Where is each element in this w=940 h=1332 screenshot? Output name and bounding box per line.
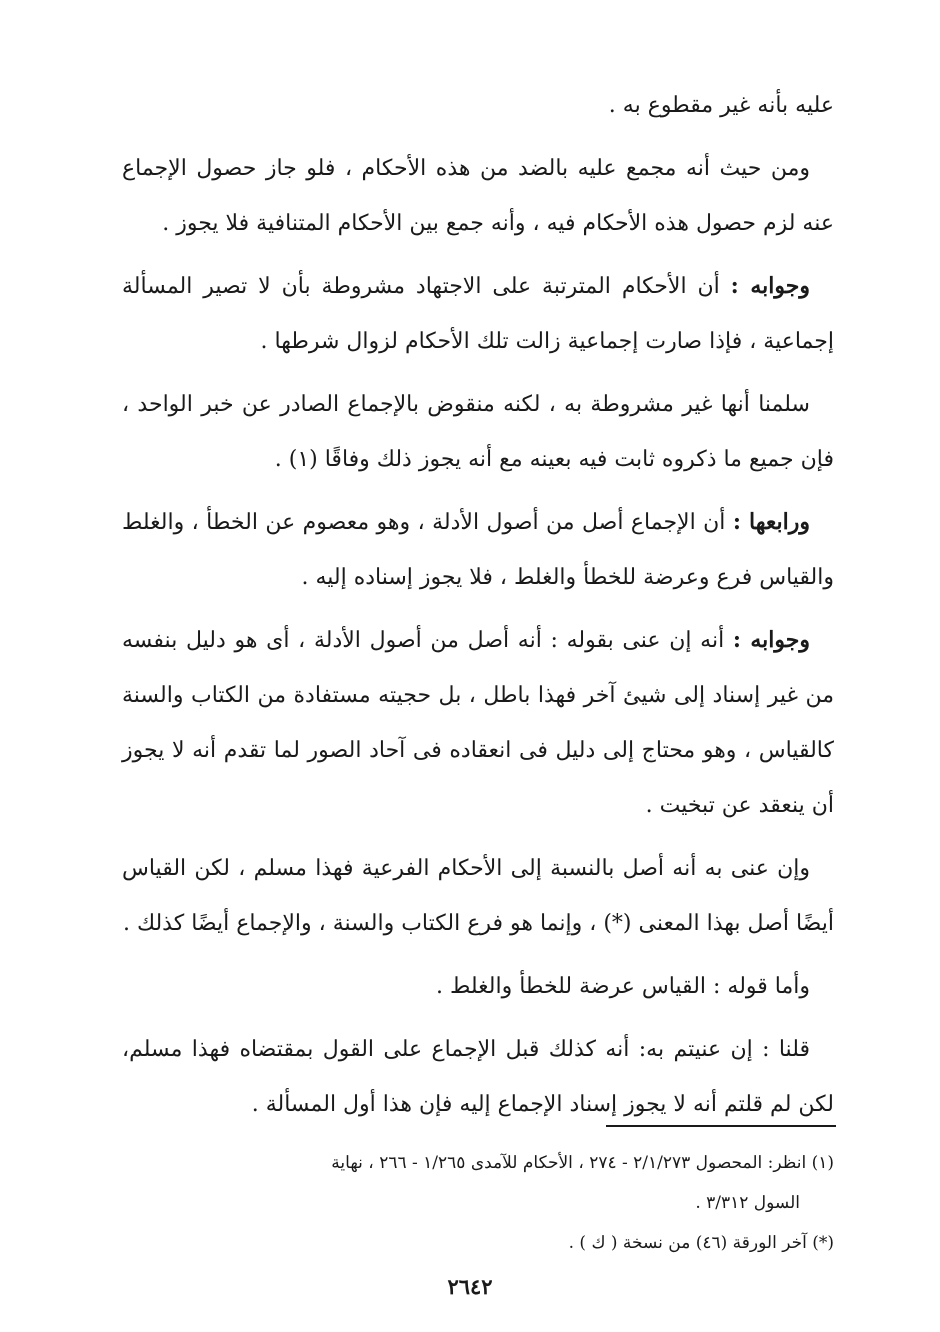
paragraph-8-text: وأما قوله : القياس عرضة للخطأ والغلط . bbox=[436, 974, 810, 999]
paragraph-5-text: أن الإجماع أصل من أصول الأدلة ، وهو معصوم عن الخطأ ، والغلط والقياس فرع وعرضة للخطأ والغلط ، فلا يجوز إسناده إليه . bbox=[122, 510, 834, 590]
paragraph-7-text: وإن عنى به أنه أصل بالنسبة إلى الأحكام الفرعية فهذا مسلم ، لكن القياس أيضًا أصل بهذا المعنى (*) ، وإنما هو فرع الكتاب والسنة ، والإجماع أيضًا كذلك . bbox=[122, 856, 834, 936]
paragraph-7 bbox=[122, 841, 834, 951]
page-number: ٢٦٤٢ bbox=[447, 1274, 493, 1299]
footnote-2-text: (*) آخر الورقة (٤٦) من نسخة ( ك ) . bbox=[568, 1233, 834, 1253]
paragraph-5 bbox=[122, 495, 834, 605]
footnote-divider bbox=[606, 1125, 836, 1127]
paragraph-2-text: ومن حيث أنه مجمع عليه بالضد من هذه الأحكام ، فلو جاز حصول الإجماع عنه لزم حصول هذه الأحكام فيه ، وأنه جمع بين الأحكام المتنافية فلا يجوز . bbox=[122, 156, 834, 236]
paragraph-6-lead: وجوابه : bbox=[732, 627, 811, 653]
paragraph-1-text: عليه بأنه غير مقطوع به . bbox=[608, 93, 834, 118]
footnotes bbox=[120, 1143, 834, 1263]
footnote-1 bbox=[120, 1143, 834, 1223]
footnote-1-text: (١) انظر: المحصول ٢/١/٢٧٣ - ٢٧٤ ، الأحكام للآمدى ١/٢٦٥ - ٢٦٦ ، نهاية bbox=[331, 1153, 834, 1173]
paragraph-4-text: سلمنا أنها غير مشروطة به ، لكنه منقوض بالإجماع الصادر عن خبر الواحد ، فإن جميع ما ذكروه ثابت فيه بعينه مع أنه يجوز ذلك وفاقًا (١) . bbox=[122, 392, 834, 472]
paragraph-1 bbox=[122, 78, 834, 133]
paragraph-3-lead: وجوابه : bbox=[730, 273, 810, 299]
footnote-2 bbox=[120, 1223, 834, 1263]
paragraph-6 bbox=[122, 613, 834, 833]
paragraph-5-lead: ورابعها : bbox=[732, 509, 810, 535]
footnote-1-continuation: السول ٣/٣١٢ . bbox=[695, 1193, 800, 1213]
paragraph-3-text: أن الأحكام المترتبة على الاجتهاد مشروطة بأن لا تصير المسألة إجماعية ، فإذا صارت إجماعية زالت تلك الأحكام لزوال شرطها . bbox=[122, 274, 834, 354]
paragraph-6-text: أنه إن عنى بقوله : أنه أصل من أصول الأدلة ، أى هو دليل بنفسه من غير إسناد إلى شيئ آخر فهذا باطل ، بل حجيته مستفادة من الكتاب والسنة كالقياس ، وهو محتاج إلى دليل فى انعقاده فى آحاد الصور لما تقدم أنه لا يجوز أن ينعقد عن تبخيت . bbox=[122, 628, 834, 818]
paragraph-4 bbox=[122, 377, 834, 487]
paragraph-9-text: قلنا : إن عنيتم به: أنه كذلك قبل الإجماع على القول بمقتضاه فهذا مسلم، لكن لم قلتم أنه لا يجوز إسناد الإجماع إليه فإن هذا أول المسألة . bbox=[122, 1037, 834, 1117]
paragraph-2 bbox=[122, 141, 834, 251]
paragraph-3 bbox=[122, 259, 834, 369]
paragraph-8 bbox=[122, 959, 834, 1014]
paragraph-9 bbox=[122, 1022, 834, 1132]
